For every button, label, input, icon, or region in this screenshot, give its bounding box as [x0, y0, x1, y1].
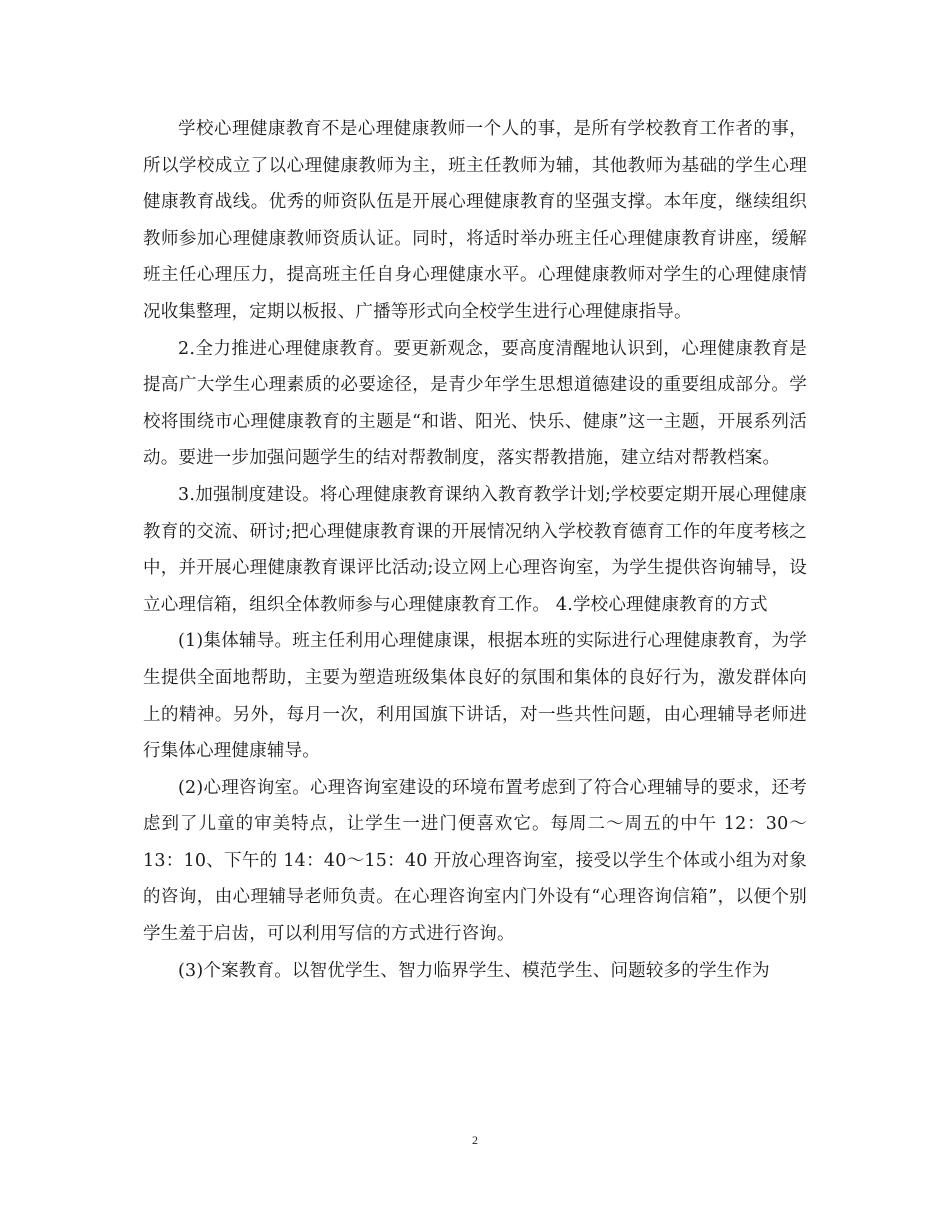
paragraph-system-building: 3.加强制度建设。将心理健康教育课纳入教育教学计划;学校要定期开展心理健康教育的交流、研讨;把心理健康教育课的开展情况纳入学校教育德育工作的年度考核之中，并开展心理健康教育课评比活动;设立网上心理咨询室，为学生提供咨询辅导，设立心理信箱，组织全体教师参与心理健康教育工作。 4.学校心理健康教育的方式 — [143, 484, 807, 615]
paragraph-promote-education: 2.全力推进心理健康教育。要更新观念，要高度清醒地认识到，心理健康教育是提高广大学生心理素质的必要途径，是青少年学生思想道德建设的重要组成部分。学校将围绕市心理健康教育的主题是“和谐、阳光、快乐、健康”这一主题，开展系列活动。要进一步加强问题学生的结对帮教制度，落实帮教措施，建立结对帮教档案。 — [143, 338, 807, 469]
paragraph-counseling-room: (2)心理咨询室。心理咨询室建设的环境布置考虑到了符合心理辅导的要求，还考虑到了儿童的审美特点，让学生一进门便喜欢它。每周二～周五的中午 12：30～13：10、下午的 14：40～15：40 开放心理咨询室，接受以学生个体或小组为对象的咨询，由心理辅导老师负责。在心理咨询室内门外设有“心理咨询信箱”，以便个别学生羞于启齿，可以利用写信的方式进行咨询。 — [143, 777, 807, 945]
paragraph-group-counseling: (1)集体辅导。班主任利用心理健康课，根据本班的实际进行心理健康教育，为学生提供全面地帮助，主要为塑造班级集体良好的氛围和集体的良好行为，激发群体向上的精神。另外，每月一次，利用国旗下讲话，对一些共性问题，由心理辅导老师进行集体心理健康辅导。 — [143, 631, 807, 762]
body-text — [143, 111, 807, 989]
paragraph-case-education: (3)个案教育。以智优学生、智力临界学生、模范学生、问题较多的学生作为 — [178, 960, 770, 981]
page-number: 2 — [472, 1133, 478, 1147]
paragraph-teacher-team: 学校心理健康教育不是心理健康教师一个人的事，是所有学校教育工作者的事，所以学校成立了以心理健康教师为主，班主任教师为辅，其他教师为基础的学生心理健康教育战线。优秀的师资队伍是开展心理健康教育的坚强支撑。本年度，继续组织教师参加心理健康教师资质认证。同时，将适时举办班主任心理健康教育讲座，缓解班主任心理压力，提高班主任自身心理健康水平。心理健康教师对学生的心理健康情况收集整理，定期以板报、广播等形式向全校学生进行心理健康指导。 — [143, 119, 807, 322]
